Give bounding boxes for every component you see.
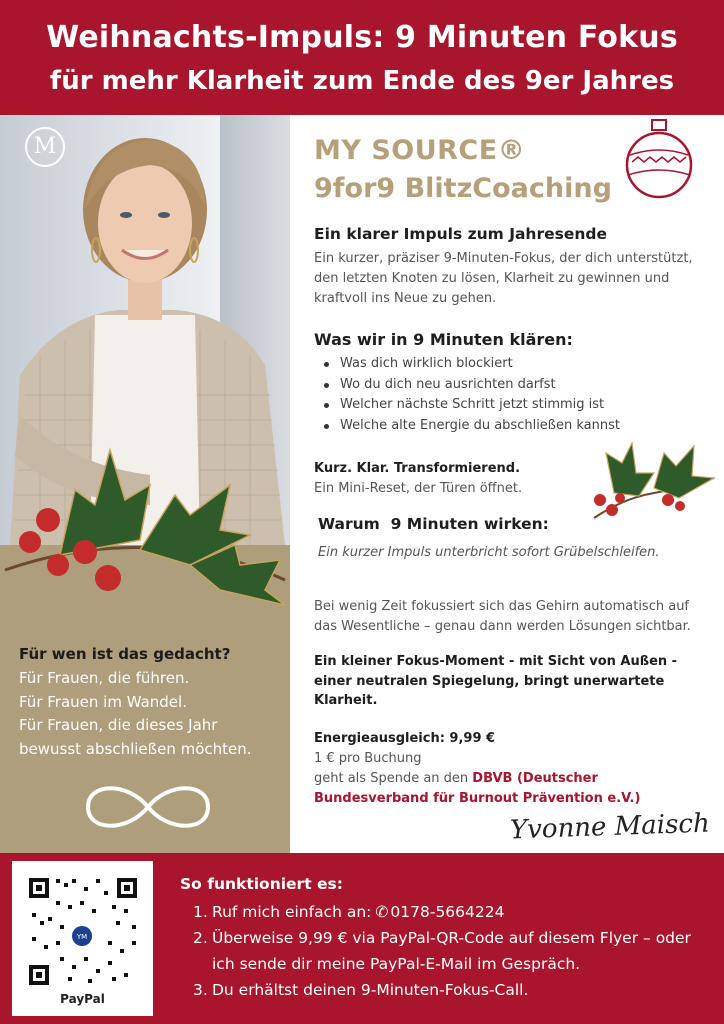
header-banner (0, 0, 724, 115)
christmas-ornament-icon (620, 117, 700, 202)
step-item: 2. Überweise 9,99 € via PayPal-QR-Code auf diesem Flyer – oder ich sende dir meine PayPal-E-Mail im Gespräch. (193, 925, 713, 977)
donation-prefix: geht als Spende an den (314, 771, 473, 786)
tagline-section (314, 459, 584, 499)
step-text: Ruf mich einfach an: (212, 903, 372, 921)
audience-line: Für Frauen im Wandel. (19, 692, 187, 711)
brand-subtitle: 9for9 BlitzCoaching (314, 173, 612, 204)
header-title: Weihnachts-Impuls: 9 Minuten Fokus (46, 20, 678, 55)
why-bold: Ein kleiner Fokus-Moment - mit Sicht von Außen - einer neutralen Spiegelung, bringt unerwartete Klarheit. (314, 654, 678, 708)
signature: Yvonne Maisch (509, 808, 711, 846)
header-subtitle: für mehr Klarheit zum Ende des 9er Jahres (49, 66, 675, 96)
paypal-qr-card[interactable] (12, 861, 153, 1016)
list-item: Welcher nächste Schritt jetzt stimmig ist (314, 395, 709, 416)
list-item: Was dich wirklich blockiert (314, 354, 709, 375)
how-title: So funktioniert es: (180, 875, 343, 893)
step-item: 1. Ruf mich einfach an: ✆ 0178-5664224 (193, 899, 713, 925)
list-item: Wo du dich neu ausrichten darfst (314, 375, 709, 396)
clarify-title: Was wir in 9 Minuten klären: (314, 330, 573, 349)
price-title: Energieausgleich: 9,99 € (314, 731, 496, 746)
why-text: Bei wenig Zeit fokussiert sich das Gehirn automatisch auf das Wesentliche – genau dann werden Lösungen sichtbar. (314, 599, 691, 634)
audience-line: Für Frauen, die dieses Jahr bewusst abschließen möchten. (19, 716, 252, 758)
step-text: Überweise 9,99 € via PayPal-QR-Code auf diesem Flyer – oder ich sende dir meine PayPal-E-Mail im Gespräch. (212, 929, 691, 973)
step-text: Du erhältst deinen 9-Minuten-Fokus-Call. (212, 981, 529, 999)
qr-code[interactable] (12, 861, 153, 991)
price-section (314, 729, 709, 809)
clarify-list (314, 354, 709, 436)
clarify-section (314, 330, 709, 436)
impulse-section (314, 225, 709, 309)
audience-block (19, 645, 284, 761)
phone-icon: ✆ (375, 903, 389, 921)
audience-line: Für Frauen, die führen. (19, 669, 190, 687)
footer-banner (0, 853, 724, 1024)
qr-center-label: YM (76, 933, 88, 941)
why-title: Warum 9 Minuten wirken: (318, 515, 549, 533)
why-italic: Ein kurzer Impuls unterbricht sofort Grübelschleifen. (318, 545, 660, 560)
why-section (318, 515, 713, 581)
donation-org: DBVB (Deutscher Bundesverband für Burnout Prävention e.V.) (314, 771, 641, 806)
phone-number[interactable]: 0178-5664224 (390, 903, 505, 921)
paypal-label: PayPal (60, 992, 105, 1006)
list-item: Welche alte Energie du abschließen kannst (314, 416, 709, 437)
infinity-icon (78, 777, 218, 837)
holly-branch-icon (0, 430, 295, 630)
brand-logo: M (25, 127, 65, 167)
audience-question: Für wen ist das gedacht? (19, 645, 231, 663)
steps-list (193, 899, 713, 1003)
step-item: 3. Du erhältst deinen 9-Minuten-Fokus-Call. (193, 977, 713, 1003)
tagline-bold: Kurz. Klar. Transformierend. (314, 461, 521, 476)
price-per-booking: 1 € pro Buchung (314, 751, 422, 766)
tagline-text: Ein Mini-Reset, der Türen öffnet. (314, 481, 523, 496)
impulse-text: Ein kurzer, präziser 9-Minuten-Fokus, der dich unterstützt, den letzten Knoten zu lösen, Klarheit zu gewinnen und kraftvoll ins Neue zu gehen. (314, 251, 693, 306)
impulse-title: Ein klarer Impuls zum Jahresende (314, 225, 607, 243)
brand-title: MY SOURCE® (314, 135, 526, 166)
